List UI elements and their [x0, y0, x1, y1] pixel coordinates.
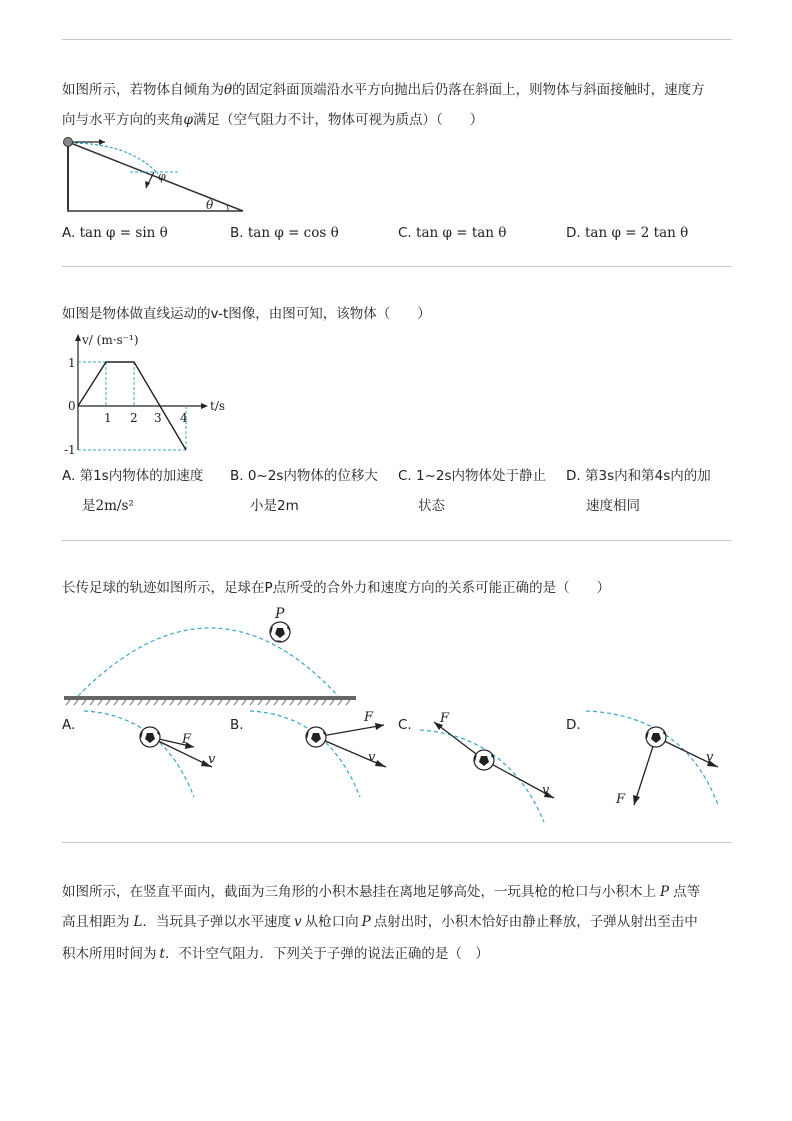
- q3-stem: 长传足球的轨迹如图所示，足球在P点所受的合外力和速度方向的关系可能正确的是（ ）: [62, 580, 611, 596]
- q3-option-a-letter[interactable]: A.: [62, 717, 76, 733]
- q1-text: 向与水平方向的夹角: [62, 112, 184, 128]
- arrow-head-icon: [75, 334, 81, 341]
- q3-trajectory-figure: [62, 600, 362, 710]
- option-letter: B.: [230, 225, 244, 241]
- q4-stem-line1: [62, 882, 700, 902]
- option-text: 第3s内和第4s内的加: [584, 468, 711, 484]
- option-math: 2m/s²: [95, 498, 134, 514]
- q2-option-c[interactable]: [398, 466, 546, 486]
- q3-b-f-label: F: [364, 710, 374, 725]
- q3-option-d-letter[interactable]: D.: [566, 717, 581, 733]
- arrow-head-icon: [375, 723, 384, 730]
- q4-stem-line2: [62, 912, 698, 932]
- q3-b-v-label: v: [368, 750, 376, 765]
- q3-option-b-figure[interactable]: [248, 705, 398, 805]
- q3-option-d-figure[interactable]: [584, 705, 734, 815]
- q2-vt-graph: [62, 330, 242, 460]
- q1-text: 的固定斜面顶端沿水平方向抛出后仍落在斜面上，则物体与斜面接触时，速度方: [232, 82, 705, 98]
- q1-text: 如图所示，若物体自倾角为: [62, 82, 224, 98]
- q3-football-icon: [270, 622, 290, 642]
- q2-y-tick-neg1: -1: [64, 443, 76, 457]
- q2-y-tick-1: 1: [68, 356, 76, 370]
- option-math: tan φ = cos θ: [247, 225, 339, 241]
- q4-text: 点射出时，小积木恰好由静止释放，子弹从射出至击中: [373, 914, 698, 930]
- q1-angle-arc: [227, 205, 228, 211]
- q3-b-velocity-arrow: [316, 737, 386, 767]
- q4-text: 积木所用时间为: [62, 946, 157, 962]
- q2-option-a-line2: [82, 496, 134, 516]
- q2-x-tick-4: 4: [180, 411, 188, 425]
- option-math: tan φ = 2 tan θ: [584, 225, 689, 241]
- q2-x-tick-3: 3: [154, 411, 162, 425]
- option-letter: C.: [398, 468, 412, 484]
- q2-x-axis-label: t/s: [210, 399, 226, 413]
- q1-text: 满足（空气阻力不计，物体可视为质点）（ ）: [192, 112, 484, 128]
- football-icon: [306, 727, 326, 747]
- arrow-head-icon: [633, 795, 640, 805]
- q1-option-a[interactable]: [62, 223, 168, 243]
- q4-t-symbol: t: [159, 946, 165, 962]
- divider-q1-q2: [62, 266, 732, 267]
- q4-text: 从枪口向: [304, 914, 359, 930]
- option-letter: D.: [566, 225, 581, 241]
- q2-option-d[interactable]: [566, 466, 711, 486]
- q3-ground-bar: [64, 696, 356, 700]
- q3-d-f-label: F: [616, 792, 626, 807]
- q3-option-c-figure[interactable]: [418, 700, 568, 830]
- option-letter: A.: [62, 225, 76, 241]
- q4-text: 如图所示，在竖直平面内，截面为三角形的小积木悬挂在离地足够高处，一玩具枪的枪口与小积木上: [62, 884, 656, 900]
- q1-ball-icon: [64, 138, 73, 147]
- option-text: 是: [82, 498, 96, 514]
- arrow-head-icon: [201, 403, 208, 409]
- q1-option-c[interactable]: [398, 223, 506, 243]
- q3-a-v-label: v: [208, 752, 216, 767]
- q3-d-v-label: v: [706, 750, 714, 765]
- q3-c-f-label: F: [440, 711, 450, 726]
- q4-text: 高且相距为: [62, 914, 130, 930]
- q2-x-tick-1: 1: [104, 411, 112, 425]
- q3-option-b-letter[interactable]: B.: [230, 717, 244, 733]
- q2-option-d-line2: 速度相同: [586, 498, 640, 514]
- q1-incline-wall: [67, 142, 69, 210]
- q1-incline-slope: [68, 142, 243, 211]
- q1-incline-figure: [60, 136, 250, 216]
- q3-option-a-figure[interactable]: [82, 705, 232, 805]
- q4-text: ．不计空气阻力．下列关于子弹的说法正确的是（ ）: [164, 946, 489, 962]
- q1-fig-theta-label: θ: [206, 198, 214, 212]
- q2-option-b[interactable]: [230, 466, 378, 486]
- option-math: tan φ = sin θ: [79, 225, 168, 241]
- q4-text: ．当玩具子弹以水平速度: [142, 914, 291, 930]
- q3-c-curve: [420, 730, 544, 822]
- q2-option-c-line2: 状态: [418, 498, 445, 514]
- option-text: 1~2s内物体处于静止: [416, 468, 547, 484]
- q2-option-a[interactable]: [62, 466, 203, 486]
- q4-p-symbol: P: [361, 914, 371, 930]
- q3-d-force-arrow: [634, 737, 656, 805]
- q2-option-b-line2: 小是2m: [250, 498, 299, 514]
- q1-option-d[interactable]: [566, 223, 688, 243]
- q3-arc-path: [78, 628, 338, 696]
- option-math: tan φ = tan θ: [416, 225, 507, 241]
- q3-option-c-letter[interactable]: C.: [398, 717, 412, 733]
- option-text: 0~2s内物体的位移大: [247, 468, 378, 484]
- divider-q3-q4: [62, 842, 732, 843]
- divider-q2-q3: [62, 540, 732, 541]
- q1-theta-symbol: θ: [224, 82, 233, 98]
- arrow-head-icon: [99, 139, 105, 145]
- option-letter: D.: [566, 468, 581, 484]
- football-icon: [646, 727, 666, 747]
- q2-y-tick-0: 0: [68, 399, 76, 413]
- q3-point-p-label: P: [275, 606, 285, 622]
- q3-a-f-label: F: [182, 732, 192, 747]
- q1-stem-line1: [62, 80, 705, 100]
- divider-top: [62, 39, 732, 40]
- football-icon: [474, 750, 494, 770]
- q3-a-curve: [84, 711, 194, 797]
- q2-x-tick-2: 2: [130, 411, 138, 425]
- option-letter: C.: [398, 225, 412, 241]
- q3-c-v-label: v: [542, 783, 550, 798]
- q4-p-symbol: P: [660, 884, 670, 900]
- q1-fig-phi-label: φ: [158, 170, 166, 183]
- q3-b-curve: [250, 711, 360, 797]
- q4-text: 点等: [673, 884, 701, 900]
- q2-stem: 如图是物体做直线运动的v-t图像，由图可知，该物体（ ）: [62, 306, 431, 322]
- option-letter: A.: [62, 468, 76, 484]
- option-text: 第1s内物体的加速度: [79, 468, 204, 484]
- option-letter: B.: [230, 468, 244, 484]
- q1-stem-line2: [62, 110, 483, 130]
- arrow-head-icon: [375, 760, 386, 767]
- q1-phi-symbol: φ: [183, 112, 193, 128]
- q2-y-axis-label: v/ (m·s⁻¹): [82, 333, 139, 347]
- q1-option-b[interactable]: [230, 223, 339, 243]
- q4-stem-line3: [62, 944, 489, 964]
- q4-v-symbol: v: [293, 914, 302, 930]
- football-icon: [140, 727, 160, 747]
- q4-l-symbol: L: [133, 914, 143, 930]
